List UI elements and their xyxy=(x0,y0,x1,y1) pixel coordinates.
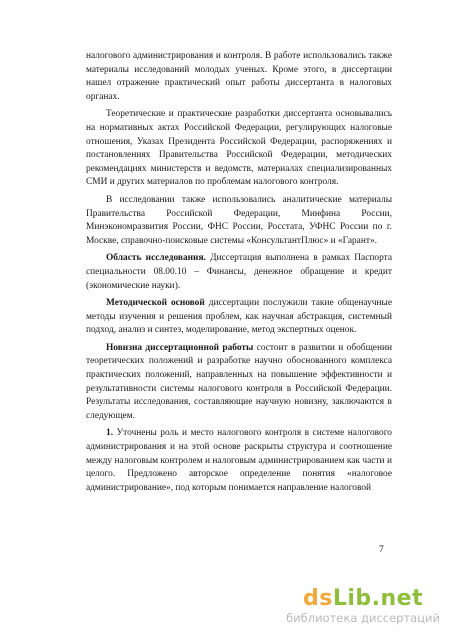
paragraph-6-text: состоит в развитии и обобщении теоретических положений и разработке научно обоснованного комплекса практических положений, направленных на повышение эффективности и результативности системы налогового контроля в Российской Федерации. Результаты исследования, составляющие научную новизну, заключаются в следующем. xyxy=(86,342,392,421)
paragraph-3-text: В исследовании также использовались аналитические материалы Правительства Российской Федерации, Минфина России, Минэкономразвития России, ФНС России, Росстата, УФНС России по г. Москве, справочно-поисковые системы «КонсультантПлюс» и «Гарант». xyxy=(86,194,392,246)
watermark-subtitle: библиотека диссертаций xyxy=(286,611,440,625)
dslib-watermark[interactable] xyxy=(286,588,440,625)
paragraph-5-bold: Методической основой xyxy=(106,298,205,309)
body-text xyxy=(86,50,392,499)
paragraph-7 xyxy=(86,427,392,495)
paragraph-2 xyxy=(86,108,392,190)
logo-ds: ds xyxy=(302,586,333,611)
paragraph-7-bold: 1. xyxy=(106,428,114,439)
page-number: 7 xyxy=(379,545,384,555)
logo-lib: Lib xyxy=(332,586,372,611)
dslib-logo xyxy=(286,588,440,610)
paragraph-5-text: диссертации послужили такие общенаучные методы изучения и решения проблем, как научная абстракция, системный подход, анализ и синтез, моделирование, метод экспертных оценок. xyxy=(86,298,392,336)
paragraph-7-text: Уточнены роль и место налогового контроля в системе налогового администрирования и на этой основе раскрыты структура и соотношение между налоговым контролем и налоговым администрированием как части и целого. Предложено авторское определение понятия «налоговое администрирование», под которым понимается направление налоговой xyxy=(86,428,392,493)
paragraph-1 xyxy=(86,50,392,104)
paragraph-6 xyxy=(86,342,392,424)
paragraph-1-text: налогового администрирования и контроля. В работе использовались также материалы исследований молодых ученых. Кроме этого, в диссертации нашел отражение практический опыт работы диссертанта в налоговых органах. xyxy=(86,51,392,102)
paragraph-4 xyxy=(86,252,392,293)
logo-net: net xyxy=(380,586,424,611)
logo-dot: . xyxy=(371,586,381,611)
paragraph-3 xyxy=(86,194,392,248)
paragraph-2-text: Теоретические и практические разработки диссертанта основывались на нормативных актах Российской Федерации, регулирующих налоговые отношения, Указах Президента Российской Федерации, распоряжениях и постановлениях Правительства Российской Федерации, методических рекомендациях министерств и ведомств, материалах специализированных СМИ и других материалов по проблемам налогового контроля. xyxy=(86,109,392,188)
paragraph-6-bold: Новизна диссертационной работы xyxy=(106,342,254,353)
paragraph-4-bold: Область исследования. xyxy=(106,253,206,264)
paragraph-4-text: Диссертация выполнена в рамках Паспорта специальности 08.00.10 – Финансы, денежное обращение и кредит (экономические науки). xyxy=(86,253,392,291)
paragraph-5 xyxy=(86,297,392,338)
